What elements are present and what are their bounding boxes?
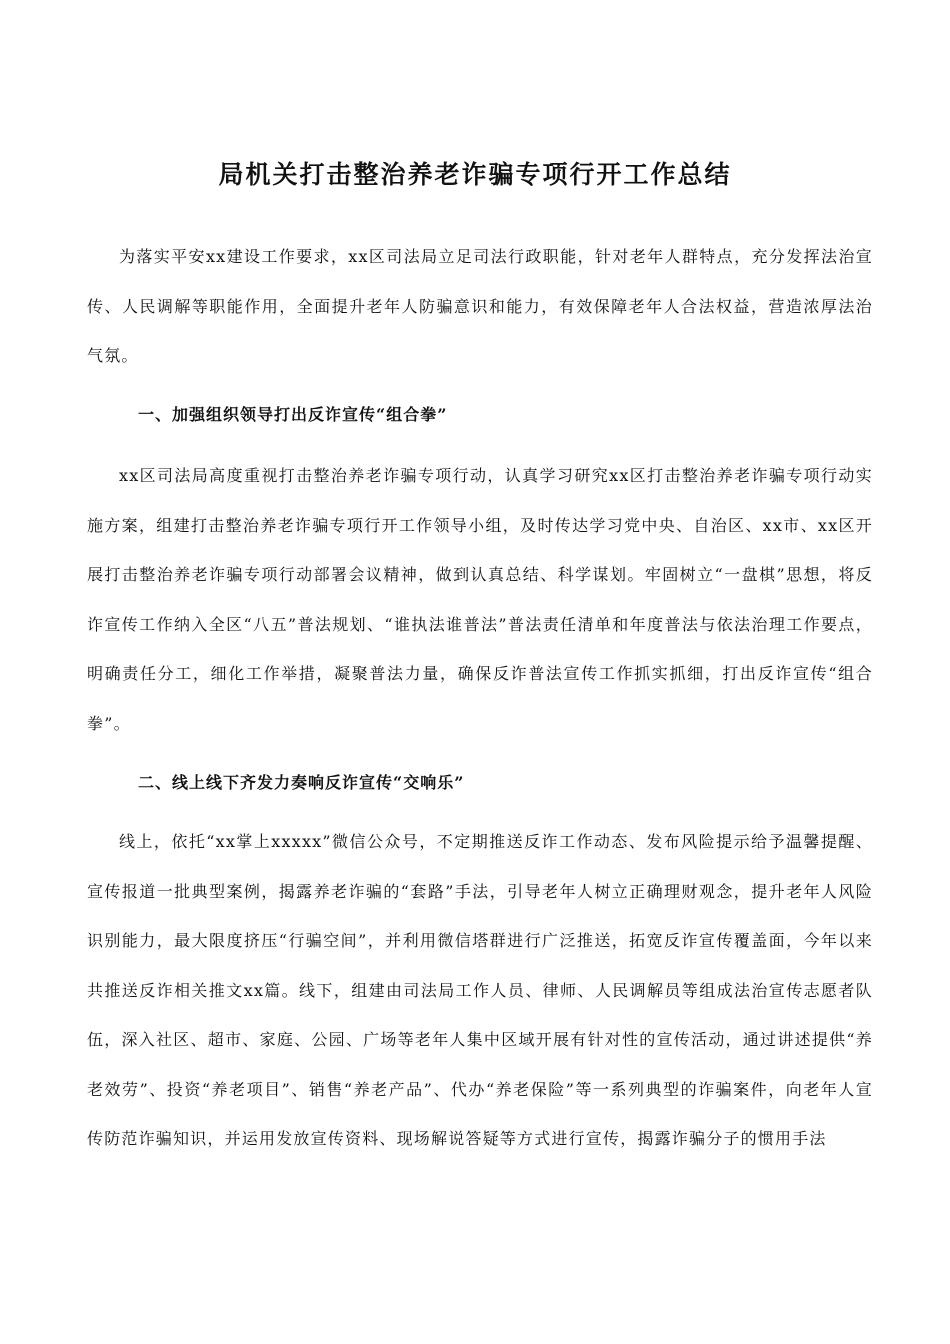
- section-1-heading: 一、加强组织领导打出反诈宣传“组合拳”: [138, 405, 448, 424]
- section-1-paragraph: xx区司法局高度重视打击整治养老诈骗专项行动，认真学习研究xx区打击整治养老诈骗专项行动实施方案，组建打击整治养老诈骗专项行开工作领导小组，及时传达学习党中央、自治区、xx市、xx区开展打击整治养老诈骗专项行动部署会议精神，做到认真总结、科学谋划。牢固树立“一盘棋”思想，将反诈宣传工作纳入全区“八五”普法规划、“谁执法谁普法”普法责任清单和年度普法与依法治理工作要点，明确责任分工，细化工作举措，凝聚普法力量，确保反诈普法宣传工作抓实抓细，打出反诈宣传“组合拳”。: [87, 466, 873, 733]
- section-2-heading: 二、线上线下齐发力奏响反诈宣传“交响乐”: [138, 773, 465, 792]
- section-2-paragraph: 线上，依托“xx掌上xxxxx”微信公众号，不定期推送反诈工作动态、发布风险提示给予温馨提醒、宣传报道一批典型案例，揭露养老诈骗的“套路”手法，引导老年人树立正确理财观念，提升老年人风险识别能力，最大限度挤压“行骗空间”，并利用微信塔群进行广泛推送，拓宽反诈宣传覆盖面，今年以来共推送反诈相关推文xx篇。线下，组建由司法局工作人员、律师、人民调解员等组成法治宣传志愿者队伍，深入社区、超市、家庭、公园、广场等老年人集中区域开展有针对性的宣传活动，通过讲述提供“养老效劳”、投资“养老项目”、销售“养老产品”、代办“养老保险”等一系列典型的诈骗案件，向老年人宣传防范诈骗知识，并运用发放宣传资料、现场解说答疑等方式进行宣传，揭露诈骗分子的惯用手法: [87, 832, 873, 1148]
- document-title: 局机关打击整治养老诈骗专项行开工作总结: [218, 160, 732, 189]
- intro-paragraph: 为落实平安xx建设工作要求，xx区司法局立足司法行政职能，针对老年人群特点，充分发挥法治宣传、人民调解等职能作用，全面提升老年人防骗意识和能力，有效保障老年人合法权益，营造浓厚法治气氛。: [87, 247, 873, 365]
